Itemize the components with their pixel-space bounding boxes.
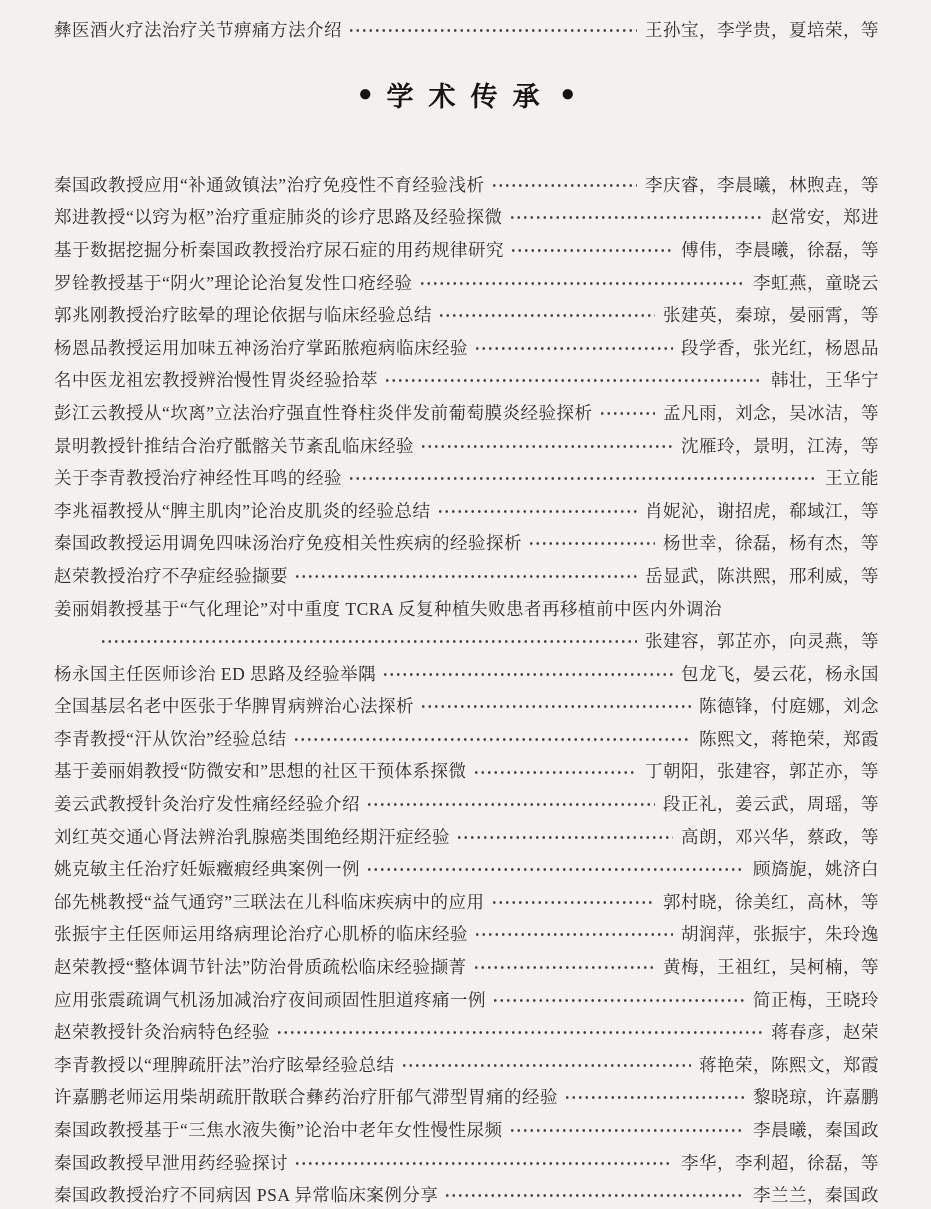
dot-leader	[509, 201, 763, 234]
entry-authors: 张建英，秦琼，晏丽霄，等	[663, 305, 879, 326]
dot-leader	[474, 918, 673, 951]
entry-title: 秦国政教授基于“三焦水液失衡”论治中老年女性慢性尿频	[54, 1120, 503, 1141]
entry-authors: 沈雁玲，景明，江涛，等	[681, 435, 879, 456]
dot-leader	[599, 396, 655, 429]
entry-title: 秦国政教授治疗不同病因 PSA 异常临床案例分享	[54, 1185, 439, 1206]
entry-title: 秦国政教授早泄用药经验探讨	[54, 1152, 288, 1173]
toc-entry	[54, 396, 879, 429]
entry-authors: 蒋艳荣，陈熙文，郑霞	[699, 1054, 879, 1075]
dot-leader	[444, 1178, 745, 1209]
toc-entry	[54, 950, 879, 983]
entry-authors: 张建容，郭芷亦，向灵燕，等	[645, 631, 879, 652]
entry-authors: 王孙宝，李学贵，夏培荣，等	[645, 19, 879, 40]
section-title: 学术传承	[386, 81, 555, 112]
dot-leader	[366, 787, 655, 820]
toc-entry	[54, 592, 879, 625]
entry-title: 赵荣教授“整体调节针法”防治骨质疏松临床经验撷菁	[54, 957, 467, 978]
section-bullet-right-icon: ●	[560, 81, 575, 107]
entry-title: 彭江云教授从“坎离”立法治疗强直性脊柱炎伴发前葡萄膜炎经验探析	[54, 402, 593, 423]
dot-leader	[348, 12, 637, 46]
dot-leader	[293, 722, 691, 755]
entry-title: 姜云武教授针灸治疗发性痛经经验介绍	[54, 794, 360, 815]
entry-title: 彝医酒火疗法治疗关节痹痛方法介绍	[54, 19, 342, 40]
dot-leader	[384, 364, 763, 397]
toc-entry	[54, 331, 879, 364]
entry-authors: 黄梅，王祖红，吴柯楠，等	[663, 957, 879, 978]
entry-title: 秦国政教授应用“补通敛镇法”治疗免疫性不育经验浅析	[54, 174, 485, 195]
entry-title: 关于李青教授治疗神经性耳鸣的经验	[54, 468, 342, 489]
dot-leader	[276, 1015, 763, 1048]
entry-title: 张振宇主任医师运用络病理论治疗心肌桥的临床经验	[54, 924, 468, 945]
toc-entry	[54, 690, 879, 723]
entry-authors: 丁朝阳，张建容，郭芷亦，等	[645, 761, 879, 782]
toc-entry	[54, 364, 879, 397]
entry-authors: 蒋春彦，赵荣	[771, 1022, 879, 1043]
entry-authors: 胡润萍，张振宇，朱玲逸	[681, 924, 879, 945]
dot-leader	[382, 657, 673, 690]
entry-authors: 肖妮沁，谢招虎，郗域江，等	[645, 500, 879, 521]
entry-authors: 顾旖旎，姚济白	[753, 859, 879, 880]
dot-leader	[420, 690, 691, 723]
toc-entry	[54, 1146, 879, 1179]
dot-leader	[294, 1146, 673, 1179]
entry-authors: 赵常安，郑进	[771, 207, 879, 228]
dot-leader	[366, 852, 745, 885]
dot-leader	[456, 820, 673, 853]
entry-authors: 陈德锋，付庭娜，刘念	[699, 696, 879, 717]
dot-leader	[100, 624, 637, 657]
toc-entry	[54, 1048, 879, 1081]
dot-leader	[294, 559, 637, 592]
toc-entry	[54, 787, 879, 820]
entry-title: 杨永国主任医师诊治 ED 思路及经验举隅	[54, 663, 377, 684]
entry-authors: 包龙飞，晏云花，杨永国	[681, 663, 879, 684]
entry-title: 刘红英交通心肾法辨治乳腺癌类围绝经期汗症经验	[54, 826, 450, 847]
entry-title: 应用张震疏调气机汤加减治疗夜间顽固性胆道疼痛一例	[54, 989, 486, 1010]
entry-title: 郑进教授“以窍为枢”治疗重症肺炎的诊疗思路及经验探微	[54, 207, 503, 228]
entry-title: 李兆福教授从“脾主肌肉”论治皮肌炎的经验总结	[54, 500, 431, 521]
toc-entry	[54, 722, 879, 755]
toc-entry	[54, 266, 879, 299]
entry-authors: 韩壮，王华宁	[771, 370, 879, 391]
dot-leader	[474, 331, 673, 364]
entry-title: 邰先桃教授“益气通窍”三联法在儿科临床疾病中的应用	[54, 891, 485, 912]
entry-authors: 岳显武，陈洪熙，邢利威，等	[645, 565, 879, 586]
dot-leader	[492, 983, 745, 1016]
entry-title: 名中医龙祖宏教授辨治慢性胃炎经验拾萃	[54, 370, 378, 391]
entry-authors: 简正梅，王晓玲	[753, 989, 879, 1010]
entry-title: 郭兆刚教授治疗眩晕的理论依据与临床经验总结	[54, 305, 432, 326]
entry-title: 景明教授针推结合治疗骶髂关节紊乱临床经验	[54, 435, 414, 456]
entry-title: 杨恩品教授运用加味五神汤治疗掌跖脓疱病临床经验	[54, 337, 468, 358]
toc-entry	[54, 885, 879, 918]
entry-title: 全国基层名老中医张于华脾胃病辨治心法探析	[54, 696, 414, 717]
toc-entry	[54, 233, 879, 266]
toc-entry	[54, 527, 879, 560]
entry-title: 李青教授“汗从饮治”经验总结	[54, 728, 287, 749]
dot-leader	[348, 461, 817, 494]
toc-entry-top	[54, 12, 879, 46]
dot-leader	[437, 494, 637, 527]
dot-leader	[564, 1081, 745, 1114]
toc-entry	[54, 1178, 879, 1209]
section-bullet-left-icon: ●	[358, 81, 373, 107]
dot-leader	[510, 233, 673, 266]
dot-leader	[401, 1048, 691, 1081]
entry-title: 赵荣教授治疗不孕症经验撷要	[54, 565, 288, 586]
dot-leader	[491, 885, 655, 918]
entry-title: 许嘉鹏老师运用柴胡疏肝散联合彝药治疗肝郁气滞型胃痛的经验	[54, 1087, 558, 1108]
entry-authors: 李兰兰，秦国政	[753, 1185, 879, 1206]
entry-authors: 段学香，张光红，杨恩品	[681, 337, 879, 358]
toc-entry	[54, 168, 879, 201]
entry-authors: 李华，李利超，徐磊，等	[681, 1152, 879, 1173]
entry-title: 秦国政教授运用调免四味汤治疗免疫相关性疾病的经验探析	[54, 533, 522, 554]
section-header	[54, 74, 879, 114]
entry-authors: 高朗，邓兴华，蔡政，等	[681, 826, 879, 847]
toc-entry	[54, 918, 879, 951]
toc-entry	[54, 559, 879, 592]
entry-authors: 孟凡雨，刘念，吴冰洁，等	[663, 402, 879, 423]
toc-entry	[54, 983, 879, 1016]
entry-title: 李青教授以“理脾疏肝法”治疗眩晕经验总结	[54, 1054, 395, 1075]
toc-entry	[54, 657, 879, 690]
entry-authors: 李虹燕，童晓云	[753, 272, 879, 293]
toc-entry	[54, 461, 879, 494]
toc-entry	[54, 1113, 879, 1146]
entry-title: 姚克敏主任治疗妊娠癥瘕经典案例一例	[54, 859, 360, 880]
entry-authors: 李庆睿，李晨曦，林煦垚，等	[645, 174, 879, 195]
entry-title: 姜丽娟教授基于“气化理论”对中重度 TCRA 反复种植失败患者再移植前中医内外调治	[54, 598, 722, 619]
dot-leader	[509, 1113, 745, 1146]
dot-leader	[420, 429, 673, 462]
entry-authors: 李晨曦，秦国政	[753, 1120, 879, 1141]
entry-title: 基于数据挖掘分析秦国政教授治疗尿石症的用药规律研究	[54, 239, 504, 260]
entry-title: 赵荣教授针灸治病特色经验	[54, 1022, 270, 1043]
toc-entry	[54, 852, 879, 885]
toc-entry	[54, 298, 879, 331]
toc-entry	[54, 624, 879, 657]
entry-authors: 陈熙文，蒋艳荣，郑霞	[699, 728, 879, 749]
dot-leader	[419, 266, 745, 299]
dot-leader	[528, 527, 655, 560]
toc-entry	[54, 429, 879, 462]
dot-leader	[473, 755, 637, 788]
toc-entry	[54, 755, 879, 788]
entry-authors: 黎晓琼，许嘉鹏	[753, 1087, 879, 1108]
entry-authors: 王立能	[825, 468, 879, 489]
toc-entry	[54, 1015, 879, 1048]
entry-title: 基于姜丽娟教授“防微安和”思想的社区干预体系探微	[54, 761, 467, 782]
dot-leader	[473, 950, 655, 983]
dot-leader	[491, 168, 637, 201]
entry-authors: 杨世幸，徐磊，杨有杰，等	[663, 533, 879, 554]
entry-authors: 傅伟，李晨曦，徐磊，等	[681, 239, 879, 260]
toc-entry	[54, 820, 879, 853]
entry-authors: 郭村晓，徐美红，高林，等	[663, 891, 879, 912]
entry-title: 罗铨教授基于“阴火”理论论治复发性口疮经验	[54, 272, 413, 293]
toc-entry	[54, 201, 879, 234]
entry-authors: 段正礼，姜云武，周瑶，等	[663, 794, 879, 815]
toc-entry	[54, 1081, 879, 1114]
toc-list	[54, 168, 879, 1209]
toc-entry	[54, 494, 879, 527]
dot-leader	[438, 298, 655, 331]
